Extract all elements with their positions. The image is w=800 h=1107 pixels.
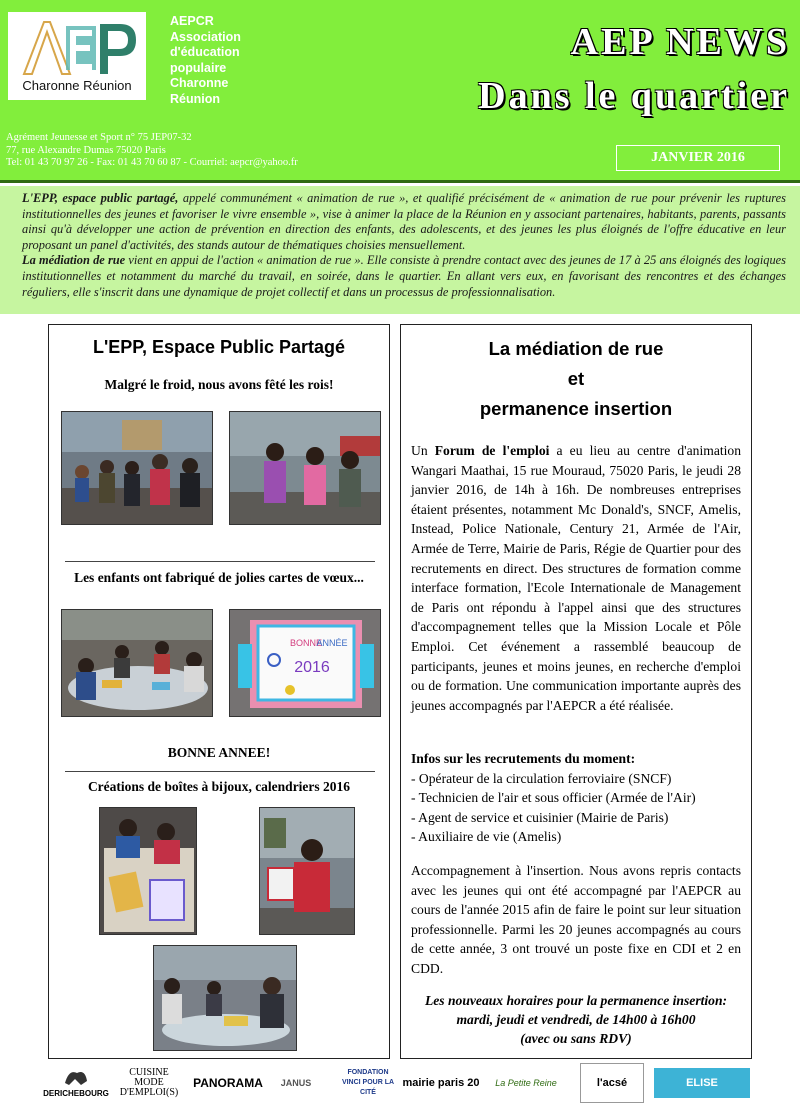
photo-three-girls bbox=[229, 411, 381, 525]
new-hours-title: Les nouveaux horaires pour la permanence insertion: bbox=[424, 993, 728, 1008]
new-hours-notice bbox=[407, 991, 745, 1048]
photo-boy-with-calendar bbox=[259, 807, 355, 935]
org-name-line: d'éducation bbox=[170, 45, 240, 59]
epp-caption-bonne-annee: BONNE ANNEE! bbox=[167, 745, 271, 760]
org-name bbox=[170, 14, 280, 107]
sponsor-acse: l'acsé bbox=[580, 1063, 644, 1103]
epp-caption-rois: Malgré le froid, nous avons fêté les rois! bbox=[104, 377, 334, 392]
new-hours-rdv: (avec ou sans RDV) bbox=[520, 1031, 632, 1046]
card-text-annee: ANNÉE bbox=[316, 638, 348, 648]
sponsor-panorama: PANORAMA bbox=[193, 1076, 263, 1090]
sponsor-derichebourg: DERICHEBOURG bbox=[40, 1063, 112, 1103]
derichebourg-icon bbox=[63, 1067, 89, 1087]
epp-caption-creations: Créations de boîtes à bijoux, calendriers 2016 bbox=[87, 779, 351, 794]
sponsors-bar bbox=[40, 1063, 760, 1103]
card-text-year: 2016 bbox=[294, 659, 330, 676]
photo-kids-crafting bbox=[61, 609, 213, 717]
org-name-line: Charonne bbox=[170, 76, 229, 90]
recruitment-item: - Technicien de l'air et sous officier (Armée de l'Air) bbox=[411, 790, 696, 806]
intro-band bbox=[0, 186, 800, 314]
forum-emploi-paragraph: Un Forum de l'emploi a eu lieu au centre d'animation Wangari Maathai, 15 rue Mouraud, 75020 Paris, le jeudi 28 janvier 2016, de 14h à 16h. De nombreuses entreprises étaient présentes, notamment Mc Donald's, SNCF, Amelis, Instead, Police Nationale, Century 21, Armée de l'Air, Armée de Terre, Mairie de Paris, Régie de Quartier pour des recrutements en direct. Des structures de formation comme interface formation, l'Ecole Internationale de Management de Paris ont répondu à l'appel ainsi que des structures d'accompagnement telles que la Mission Locale et Pôle Emploi. Cet événement a rassemblé beaucoup de participants, jeunes et moins jeunes, en recherche d'emploi ou de formation. Une communication importante auprès des jeunes accompagnés par l'AEPCR a été réalisée. bbox=[411, 443, 741, 713]
intro-mediation-text: vient en appui de l'action « animation de rue ». Elle consiste à prendre contact avec des jeunes de 17 à 25 ans éloignés des logiques institutionnelles et notamment du marché du travail, en soirée, dans le quartier. En allant vers eux, en favorisant des rencontres et des échanges réguliers, elle s'inscrit dans une dynamique de projet collectif et dans un processus de professionnalisation. bbox=[22, 253, 786, 299]
recruitment-title: Infos sur les recrutements du moment: bbox=[411, 751, 636, 766]
photo-children-outdoors bbox=[61, 411, 213, 525]
org-name-line: Association bbox=[170, 29, 241, 44]
divider bbox=[65, 771, 375, 772]
contact-address: 77, rue Alexandre Dumas 75020 Paris bbox=[6, 144, 166, 156]
sponsor-mairie-paris-20: mairie paris 20 bbox=[402, 1077, 480, 1089]
recruitment-info bbox=[411, 749, 741, 847]
sponsor-cuisine: CUISINE MODE D'EMPLOI(S) bbox=[119, 1067, 179, 1098]
sponsor-petite-reine: La Petite Reine bbox=[495, 1078, 557, 1088]
divider bbox=[65, 561, 375, 562]
intro-epp-text: appelé communément « animation de rue », et qualifié précisément de « animation de rue pour prévenir les ruptures institutionnelles des jeunes et favoriser le vivre ensemble », vise à animer la place de la Réunion en y associant partenaires, habitants, parents, passants ainsi qu'à développer une action de prévention en direction des enfants, des adolescents, et des jeunes les plus éloignés de l'offre éducative en leur proposant un panel d'activités, des stands autour de thématiques choisies mensuellement. bbox=[22, 191, 786, 252]
sponsor-vinci: FONDATION VINCI POUR LA CITÉ bbox=[341, 1069, 395, 1096]
card-text-bonne: BONNE bbox=[289, 638, 323, 648]
intro-mediation-lead: La médiation de rue bbox=[22, 253, 126, 268]
recruitment-item: - Auxiliaire de vie (Amelis) bbox=[411, 829, 562, 845]
contact-info bbox=[6, 132, 426, 170]
logo-text: AEP bbox=[21, 30, 23, 31]
epp-heading: L'EPP, Espace Public Partagé bbox=[92, 337, 346, 357]
org-logo bbox=[8, 12, 146, 100]
newsletter-subtitle: Dans le quartier bbox=[478, 75, 790, 117]
recruitment-item: - Opérateur de la circulation ferroviaire (SNCF) bbox=[411, 770, 672, 786]
photo-greeting-card bbox=[229, 609, 381, 717]
forum-emploi-lead: Forum de l'emploi bbox=[434, 443, 550, 458]
epp-column bbox=[48, 324, 390, 1059]
logo-aep-graphic bbox=[20, 16, 140, 78]
header-divider bbox=[0, 180, 800, 183]
issue-date: JANVIER 2016 bbox=[616, 145, 780, 171]
epp-caption-cartes: Les enfants ont fabriqué de jolies cartes de vœux... bbox=[74, 570, 364, 585]
contact-phone-email: Tel: 01 43 70 97 26 - Fax: 01 43 70 60 87 - Courriel: aepcr@yahoo.fr bbox=[6, 157, 298, 168]
org-name-line: populaire bbox=[170, 60, 227, 75]
recruitment-item: - Agent de service et cuisinier (Mairie de Paris) bbox=[411, 809, 669, 825]
photo-jewelry-boxes bbox=[99, 807, 197, 935]
logo-caption: Charonne Réunion bbox=[22, 78, 132, 93]
mediation-title-line3: permanence insertion bbox=[479, 398, 673, 419]
sponsor-janus: JANUS bbox=[280, 1078, 312, 1088]
intro-text bbox=[22, 191, 786, 300]
intro-epp-lead: L'EPP, espace public partagé, bbox=[22, 191, 179, 205]
contact-agrement: Agrément Jeunesse et Sport n° 75 JEP07-32 bbox=[6, 132, 192, 143]
mediation-title-line2: et bbox=[567, 368, 585, 389]
mediation-title-line1: La médiation de rue bbox=[488, 338, 664, 359]
newsletter-title: AEP NEWS bbox=[570, 21, 790, 63]
newsletter-header bbox=[0, 0, 800, 180]
new-hours-days: mardi, jeudi et vendredi, de 14h00 à 16h00 bbox=[456, 1012, 696, 1027]
org-name-line: Réunion bbox=[170, 91, 220, 106]
sponsor-elise: ELISE bbox=[654, 1068, 750, 1098]
mediation-column bbox=[400, 324, 752, 1059]
photo-kids-calendars bbox=[153, 945, 297, 1051]
insertion-paragraph: Accompagnement à l'insertion. Nous avons repris contacts avec les jeunes qui ont été accompagné par l'AEPCR au cours de l'année 2015 afin de faire le point sur leur situation professionnelle. Parmi les 20 jeunes accompagnés au cours de cette année, 3 ont trouvé un poste fixe en CDI et 2 en CDD. bbox=[411, 863, 741, 976]
org-name-line: AEPCR bbox=[170, 14, 214, 28]
